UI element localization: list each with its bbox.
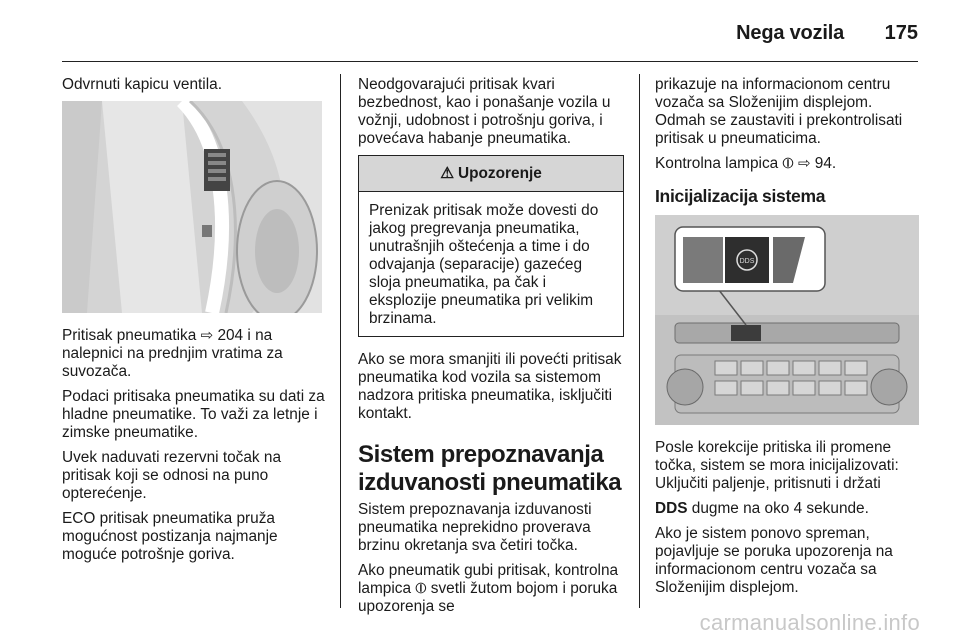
warning-triangle-icon: ⚠: [440, 165, 454, 182]
paragraph: Neodgovarajući pritisak kvari bezbednost, kao i ponašanje vozila u vožnji, udobnost i potrošnju goriva, i povećava habanje pneumatika.: [358, 76, 611, 147]
paragraph: Kontrolna lampica ⦶ ⇨ 94.: [655, 155, 837, 172]
paragraph: Sistem prepoznavanja izduvanosti pneumatika neprekidno proverava brzinu okretanja sva četiri točka.: [358, 501, 592, 554]
paragraph: Ako je sistem ponovo spreman, pojavljuje se poruka upozorenja na informacionom centru vozača sa Složenijim displejom.: [655, 525, 893, 596]
paragraph: Podaci pritisaka pneumatika su dati za hladne pneumatike. To važi za letnje i zimske pneumatike.: [62, 388, 325, 441]
column-3: [655, 76, 923, 604]
paragraph: Pritisak pneumatika ⇨ 204 i na nalepnici na prednjim vratima za suvozača.: [62, 327, 283, 380]
warning-body: Prenizak pritisak može dovesti do jakog pregrevanja pneumatika, unutrašnjih oštećenja a time i do odvajanja (separacije) gazećeg sloja pneumatika, pa čak i eksplozije pneumatika pri velikim brzinama.: [369, 202, 599, 327]
door-sticker-illustration: [62, 101, 322, 313]
header-title: Nega vozila: [736, 22, 844, 44]
paragraph: Ako se mora smanjiti ili povećti pritisak pneumatika kod vozila sa sistemom nadzora pritiska pneumatika, isključiti kontakt.: [358, 351, 622, 422]
paragraph: Uvek naduvati rezervni točak na pritisak koji se odnosi na puno opterećenje.: [62, 449, 282, 502]
center-console-illustration: [655, 215, 919, 425]
warning-header: ⚠ Upozorenje: [359, 156, 623, 192]
page-number: 175: [884, 22, 918, 44]
page-reference-icon: ⇨: [200, 327, 214, 344]
paragraph: Odvrnuti kapicu ventila.: [62, 76, 222, 93]
paragraph: DDS dugme na oko 4 sekunde.: [655, 500, 869, 517]
watermark: carmanualsonline.info: [699, 610, 920, 635]
tire-pressure-lamp-icon: ⦶: [782, 155, 794, 172]
page-header: [0, 0, 960, 62]
paragraph: Posle korekcije pritiska ili promene točka, sistem se mora inicijalizovati: Uključiti paljenje, pritisnuti i držati: [655, 439, 899, 492]
dds-keyword: DDS: [655, 500, 688, 517]
dds-button-label: DDS: [739, 258, 755, 265]
column-divider: [340, 74, 341, 608]
page-reference-icon: ⇨: [797, 155, 811, 172]
door-sticker-figure: [62, 101, 322, 313]
subsection-heading: Inicijalizacija sistema: [655, 186, 826, 206]
column-divider: [639, 74, 640, 608]
paragraph: ECO pritisak pneumatika pruža mogućnost postizanja najmanje moguće potrošnje goriva.: [62, 510, 278, 563]
warning-box: [358, 155, 624, 337]
tire-pressure-lamp-icon: ⦶: [415, 580, 427, 597]
dds-button-figure: [655, 215, 919, 425]
section-heading: Sistem prepoznavanja izduvanosti pneumatika: [358, 441, 622, 496]
paragraph: prikazuje na informacionom centru vozača sa Složenijim displejom. Odmah se zaustaviti i prekontrolisati pritisak u pneumaticima.: [655, 76, 903, 147]
paragraph: Ako pneumatik gubi pritisak, kontrolna lampica ⦶ svetli žutom bojom i poruka upozorenja se: [358, 562, 619, 615]
column-2: [358, 76, 626, 623]
header-rule: [62, 61, 918, 62]
column-1: [62, 76, 332, 571]
